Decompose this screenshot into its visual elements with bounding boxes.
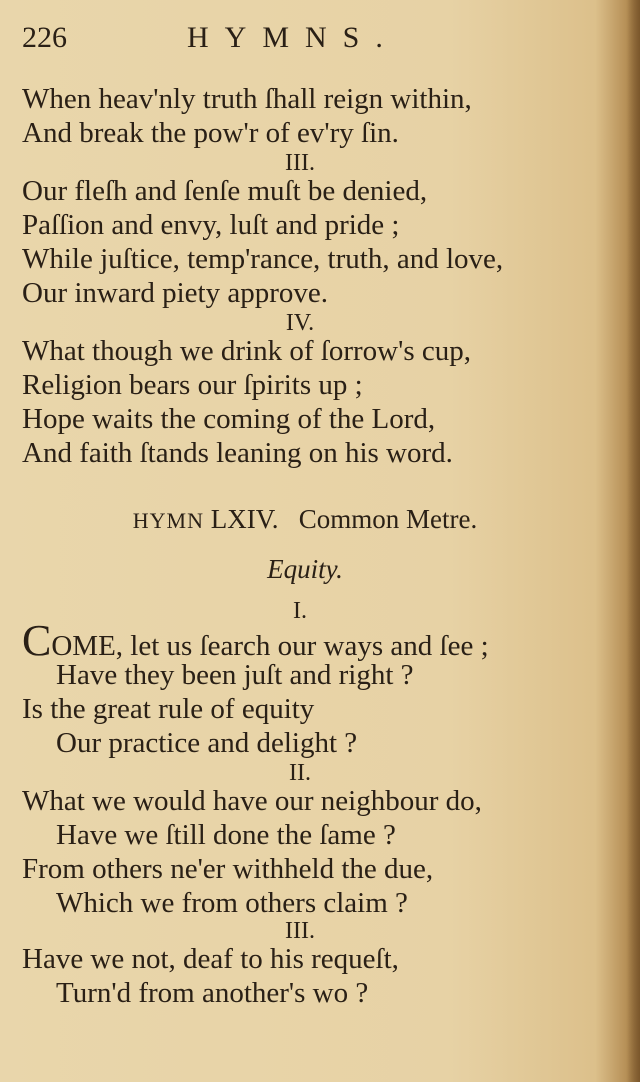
running-title: HYMNS. [187, 21, 399, 54]
verse-line: What though we drink of ſorrow's cup, [22, 335, 471, 367]
verse-number: I. [293, 598, 307, 624]
verse-line: Have we ſtill done the ſame ? [56, 819, 396, 851]
verse-line: Our inward piety approve. [22, 277, 329, 309]
verse-line: Paſſion and envy, luſt and pride ; [22, 209, 400, 241]
hymn-metre: Common Metre. [298, 504, 478, 534]
verse-line: Have they been juſt and right ? [56, 659, 414, 691]
verse-line: While juſtice, temp'rance, truth, and love, [22, 243, 504, 275]
hymn-subject: Equity. [267, 554, 343, 584]
verse-line: Hope waits the coming of the Lord, [22, 403, 436, 435]
verse-number: IV. [285, 310, 315, 336]
verse-line: When heav'nly truth ſhall reign within, [22, 83, 472, 115]
drop-cap: C [22, 616, 52, 665]
verse-line: And break the pow'r of ev'ry ſin. [22, 117, 399, 149]
verse-line: Our practice and delight ? [56, 727, 358, 759]
verse-line: And faith ſtands leaning on his word. [22, 437, 453, 469]
verse-number: III. [285, 918, 315, 944]
hymn-title [0, 502, 610, 538]
page-header [22, 18, 442, 58]
verse-line: Turn'd from another's wo ? [56, 977, 369, 1009]
verse-line: Our fleſh and ſenſe muſt be denied, [22, 175, 428, 207]
verse-number: III. [285, 150, 315, 176]
verse-line: Which we from others claim ? [56, 887, 408, 919]
verse-line: Is the great rule of equity [22, 693, 315, 725]
page-number: 226 [22, 21, 67, 54]
verse-number: II. [289, 760, 311, 786]
verse-line: From others ne'er withheld the due, [22, 853, 434, 885]
page-edge-shadow [626, 0, 640, 1082]
verse-line: OME, let us ſearch our ways and ſee ; [51, 630, 489, 662]
hymn-number: LXIV. [210, 504, 279, 534]
hymn-label: HYMN [132, 508, 204, 533]
verse-line: What we would have our neighbour do, [22, 785, 482, 817]
verse-line: Have we not, deaf to his requeſt, [22, 943, 399, 975]
verse-line: Religion bears our ſpirits up ; [22, 369, 363, 401]
